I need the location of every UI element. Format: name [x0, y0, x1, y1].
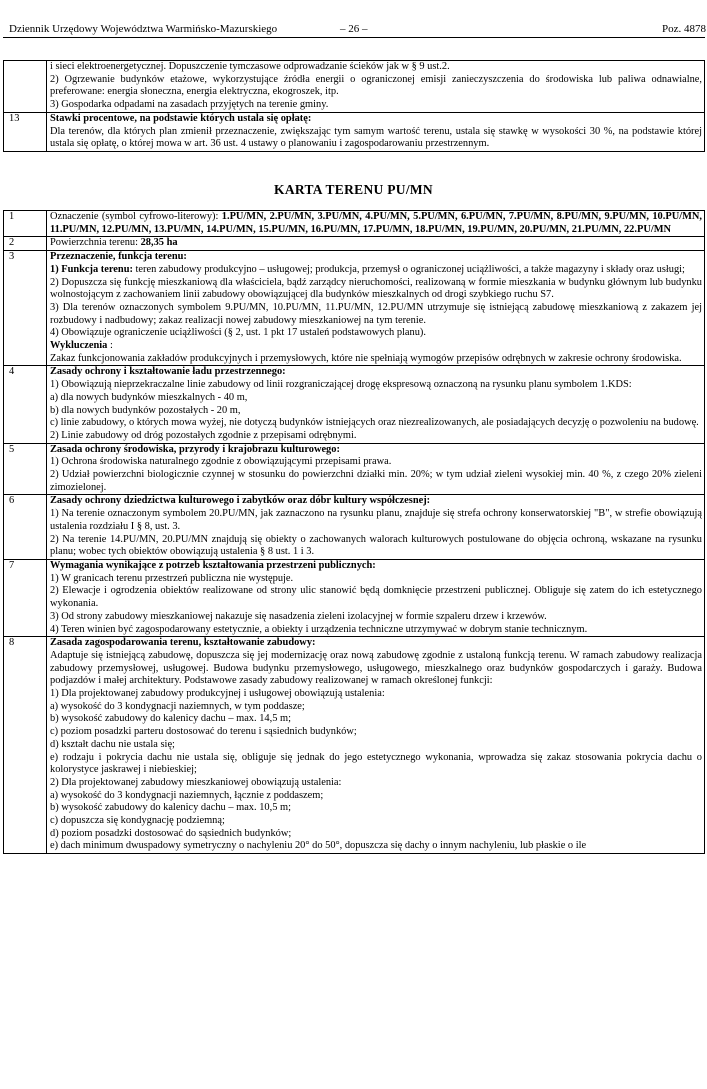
table-row [4, 251, 705, 366]
row-title: Zasada ochrony środowiska, przyrody i krajobrazu kulturowego: [50, 443, 340, 455]
text-line: 2) Ogrzewanie budynków etażowe, wykorzystujące źródła energii o ograniczonej emisji zanieczyszczenia do środowiska lub paliwa odnawialne, preferowane: energia słoneczna, energia elektryczna, ekogroszek, itp. [50, 73, 702, 98]
text-line: c) dopuszcza się kondygnację podziemną; [50, 815, 225, 827]
row-content-cell [47, 559, 705, 636]
page-number: – 26 – [340, 23, 368, 35]
row-number-cell: 6 [4, 495, 47, 560]
row-content-cell [47, 366, 705, 443]
function-text: teren zabudowy produkcyjno – usługowej; produkcja, przemysł o ograniczonej uciążliwości, a także magazyny i składy oraz usługi; [132, 263, 685, 275]
card-title: KARTA TERENU PU/MN [274, 182, 433, 197]
text-line: b) wysokość zabudowy do kalenicy dachu – max. 10,5 m; [50, 802, 291, 814]
table-row [4, 366, 705, 443]
table-row [4, 211, 705, 237]
row-content-cell [47, 112, 705, 151]
row-content-cell [47, 61, 705, 113]
table-row [4, 61, 705, 113]
row-lead: Powierzchnia terenu: [50, 237, 141, 249]
text-line: 3) Dla terenów oznaczonych symbolem 9.PU/MN, 10.PU/MN, 11.PU/MN, 12.PU/MN utrzymuje się istniejącą zabudowę mieszkaniową z zakazem jej rozbudowy i nadbudowy; zakaz realizacji nowej zabudowy mieszkaniowej na tym terenie. [50, 301, 702, 326]
row-number-cell: 5 [4, 443, 47, 495]
table-row [4, 559, 705, 636]
text-line: Adaptuje się istniejącą zabudowę, dopuszcza się jej modernizację oraz nową zabudowę zgodnie z ustaloną funkcją terenu. W ramach zabudowy realizacja zabudowy przemysłowej, usługowej. Budowa budynku przemysłowego, usługowego, mieszkalnego oraz budynków gospodarczych i garaży. Budowa podjazdów i małej architektury. Podstawowe zasady zabudowy realizowanej w ramach określonej funkcji: [50, 649, 702, 687]
row-number-cell [4, 61, 47, 113]
row-title: Zasada zagospodarowania terenu, kształtowanie zabudowy: [50, 637, 316, 649]
journal-title: Dziennik Urzędowy Województwa Warmińsko-Mazurskiego [9, 23, 278, 35]
row-title: Zasady ochrony dziedzictwa kulturowego i zabytków oraz dóbr kultury współczesnej: [50, 495, 431, 507]
row-number-cell: 3 [4, 251, 47, 366]
row-title: Stawki procentowe, na podstawie których ustala się opłatę: [50, 112, 312, 124]
row-number-cell: 4 [4, 366, 47, 443]
text-line: 2) Udział powierzchni biologicznie czynnej w stosunku do powierzchni działki min. 20%; w tym udział zieleni wysokiej min. 40 %, z czego 20% zieleni zimozielonej. [50, 469, 702, 493]
row-title: Zasady ochrony i kształtowanie ładu przestrzennego: [50, 366, 286, 378]
row-lead: Oznaczenie (symbol cyfrowo-literowy): [50, 211, 222, 222]
terrain-card-table [3, 210, 705, 854]
text-line: Dla terenów, dla których plan zmienił przeznaczenie, zwiększając tym samym wartość terenu, ustala się stawkę w wysokości 30 %, na podstawie której ustala się opłatę, o której mowa w art. 36 ust. 4 ustawy o planowaniu i zagospodarowaniu przestrzennym. [50, 125, 702, 150]
text-line: a) wysokość do 3 kondygnacji naziemnych, w tym poddasze; [50, 700, 305, 712]
function-label: 1) Funkcja terenu: [50, 263, 133, 275]
text-line: b) dla nowych budynków pozostałych - 20 m, [50, 404, 241, 416]
text-line: a) dla nowych budynków mieszkalnych - 40 m, [50, 391, 248, 403]
row-content-cell [47, 251, 705, 366]
text-line: e) dach minimum dwuspadowy symetryczny o nachyleniu 20° do 50°, dopuszcza się dachy o innym nachyleniu, lub płaskie o ile [50, 840, 587, 852]
header-rule [3, 37, 705, 38]
text-line: 3) Od strony zabudowy mieszkaniowej nakazuje się nasadzenia zieleni izolacyjnej w formie szpaleru drzew i krzewów. [50, 610, 547, 622]
row-title: Wymagania wynikające z potrzeb kształtowania przestrzeni publicznych: [50, 559, 376, 571]
text-line: 4) Teren winien być zagospodarowany estetycznie, a obiekty i urządzenia techniczne utrzymywać w dobrym stanie technicznym. [50, 623, 588, 635]
text-line: c) poziom posadzki parteru dostosować do terenu i sąsiednich budynków; [50, 726, 357, 738]
exclusions-colon: : [107, 340, 113, 352]
text-line: a) wysokość do 3 kondygnacji naziemnych, łącznie z poddaszem; [50, 789, 324, 801]
row-number-cell: 7 [4, 559, 47, 636]
text-line: d) kształt dachu nie ustala się; [50, 738, 175, 750]
text-line: c) linie zabudowy, o których mowa wyżej, nie dotyczą budynków istniejących oraz niezrealizowanych, ale posiadających decyzję o pozwoleniu na budowę. [50, 417, 699, 429]
previous-card-table [3, 60, 705, 152]
row-number-cell: 2 [4, 237, 47, 251]
row-number-cell: 1 [4, 211, 47, 237]
position-number: Poz. 4878 [662, 23, 706, 35]
text-line [50, 264, 702, 277]
row-content-cell [47, 443, 705, 495]
exclusions-label: Wykluczenia [50, 340, 108, 352]
text-line: 2) Dla projektowanej zabudowy mieszkaniowej obowiązują ustalenia: [50, 776, 342, 788]
text-line: e) rodzaju i pokrycia dachu nie ustala się, obliguje się jednak do jego estetycznego wykonania, wprowadza się zakaz stosowania pokrycia dachu o kolorystyce jaskrawej i niebieskiej; [50, 751, 702, 776]
text-line: b) wysokość zabudowy do kalenicy dachu – max. 14,5 m; [50, 713, 291, 725]
table-row [4, 495, 705, 560]
symbols-list: 1.PU/MN, 2.PU/MN, 3.PU/MN, 4.PU/MN, 5.PU/MN, 6.PU/MN, 7.PU/MN, 8.PU/MN, 9.PU/MN, 10.PU/MN, 11.PU/MN, 12.PU/MN, 13.PU/MN, 14.PU/MN, 15.PU/MN, 16.PU/MN, 17.PU/MN, 18.PU/MN, 19.PU/MN, 20.PU/MN, 21.PU/MN, 22.PU/MN [50, 211, 702, 235]
table-row [4, 443, 705, 495]
row-number-cell: 13 [4, 112, 47, 151]
row-content-cell [47, 637, 705, 854]
page-header [9, 23, 706, 37]
text-line [50, 340, 702, 353]
text-line: 1) W granicach terenu przestrzeń publiczna nie występuje. [50, 572, 294, 584]
text-line: 1) Obowiązują nieprzekraczalne linie zabudowy od linii rozgraniczającej drogę ekspresową oznaczoną na rysunku planu symbolem 1.KDS: [50, 379, 632, 391]
text-line: 1) Ochrona środowiska naturalnego zgodnie z obowiązującymi przepisami prawa. [50, 456, 392, 468]
row-title: Przeznaczenie, funkcja terenu: [50, 251, 187, 263]
table-row [4, 112, 705, 151]
area-value: 28,35 ha [140, 237, 178, 249]
text-line: 2) Na terenie 14.PU/MN, 20.PU/MN znajdują się obiekty o zachowanych walorach kulturowych postulowane do objęcia ochroną, wskazane na rysunku planu; wobec tych obiektów obowiązują ustalenia § 8 ust. 1 i 3. [50, 533, 702, 558]
text-line: 2) Linie zabudowy od dróg pozostałych zgodnie z przepisami odrębnymi. [50, 429, 357, 441]
text-line: 1) Na terenie oznaczonym symbolem 20.PU/MN, jak zaznaczono na rysunku planu, znajduje się strefa ochrony konserwatorskiej "B", w strefie obowiązują ustalenia rozdziału I § 8, ust. 3. [50, 508, 702, 532]
text-line: 2) Dopuszcza się funkcję mieszkaniową dla właściciela, bądź zarządcy nieruchomości, realizowaną w formie mieszkania w budynku głównym lub budynku wolnostojącym z zachowaniem linii zabudowy obowiązującej dla budynków mieszkalnych od drogi szybkiego ruchu S7. [50, 276, 702, 301]
row-content-cell [47, 237, 705, 251]
row-number-cell: 8 [4, 637, 47, 854]
table-row [4, 637, 705, 854]
text-line: 3) Gospodarka odpadami na zasadach przyjętych na terenie gminy. [50, 99, 329, 111]
text-line: 2) Elewacje i ogrodzenia obiektów realizowane od strony ulic stanowić będą domknięcie przestrzeni publicznej. Obliguje się zatem do ich estetycznego wykonania. [50, 585, 702, 610]
table-row [4, 237, 705, 251]
row-content-cell [47, 495, 705, 560]
text-line: i sieci elektroenergetycznej. Dopuszczenie tymczasowe odprowadzanie ścieków jak w § 9 ust.2. [50, 61, 450, 72]
text-line: 4) Obowiązuje ograniczenie uciążliwości (§ 2, ust. 1 pkt 17 ustaleń podstawowych planu). [50, 327, 426, 339]
text-line: Zakaz funkcjonowania zakładów produkcyjnych i przemysłowych, które nie spełniają wymogów przepisów odrębnych w zakresie ochrony środowiska. [50, 352, 682, 364]
row-content-cell [47, 211, 705, 237]
text-line: 1) Dla projektowanej zabudowy produkcyjnej i usługowej obowiązują ustalenia: [50, 688, 385, 700]
text-line: d) poziom posadzki dostosować do sąsiednich budynków; [50, 827, 292, 839]
